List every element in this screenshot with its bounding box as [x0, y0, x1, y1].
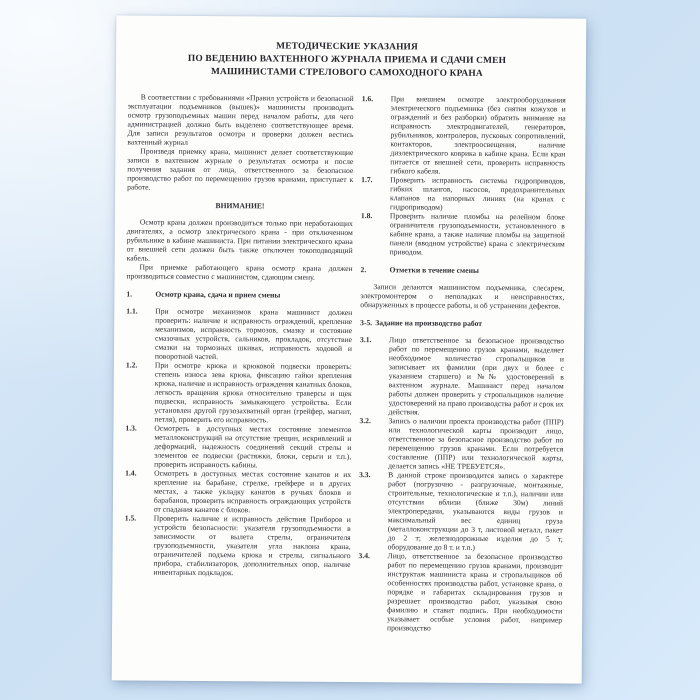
- clause-1-1: [126, 306, 352, 362]
- clause-text: Проверить наличие и исправность действия Приборов и устройств безопасности: указателя грузоподъемности в зависимости от вылета стрелы, ограничителя грузоподъемности, указателя угла наклона крана, ограничителей подъема крюка и стрелы, сигнального прибора, стабилизаторов, дополнительных опор, наличие инвентарных подкладок.: [153, 513, 351, 578]
- clause-number: 1.6.: [361, 94, 374, 104]
- clause-1-8: [361, 211, 565, 257]
- clause-text: Проверить исправность системы гидроприводов, гибких шлангов, насосов, предохранительных клапанов на напорных линиях (на кранах с гидроприводом): [389, 175, 566, 212]
- document-title-line-2: ПО ВЕДЕНИЮ ВАХТЕННОГО ЖУРНАЛА ПРИЕМА И СДАЧИ СМЕН: [187, 53, 507, 67]
- document-page: [112, 15, 587, 683]
- clause-number: 2.: [360, 265, 367, 275]
- section-heading-3-5: [360, 318, 564, 328]
- clause-text: Лицо, ответственное за безопасное производство работ по перемещению грузов кранами, производит инструктаж машиниста крана и стропальщиков об особенностях производства работ, установке крана, о порядке и габаритах складирования грузов и разрешает производство работ, указывая свою фамилию и ставит подпись. При необходимости указывает особые условия работ, например производство: [387, 551, 563, 633]
- paragraph: Осмотр крана должен производиться только при неработающих двигателях, а осмотр электрического крана - при отключенном рубильнике в кабине машиниста. При питании электрического крана от внешней сети должен быть также отключен токоподводящий кабель.: [126, 217, 353, 263]
- right-column: [358, 94, 566, 633]
- clause-number: 1.3.: [125, 423, 137, 433]
- clause-text: Осмотреть в доступных местах состояние канатов и их крепление на барабане, стрелке, грейфере и в других местах, а также укладку канатов в ручьях блоков и барабанов, проверить исправность ограждающих устройств от спадания канатов с блоков.: [153, 468, 352, 515]
- clause-text: Отметки в течение смены: [389, 265, 479, 275]
- clause-text: Осмотреть в доступных местах состояние элементов металлоконструкций на отсутствие трещин, искривлений и деформаций, надежность соединений секций стрелы и элементов ее подвески (растяжки, блоки, серьги и т.п.), проверить исправность кабины.: [154, 423, 352, 470]
- clause-text: Осмотр крана, сдача и прием смены: [155, 289, 281, 300]
- clause-number: 1.4.: [125, 468, 137, 478]
- clause-number: 1.7.: [361, 175, 373, 185]
- text-columns: [124, 92, 566, 633]
- clause-3-2: [359, 416, 563, 471]
- paragraph: Произведя приемку крана, машинист делает соответствующие записи в вахтенном журнале о результатах осмотра и после получения задания от лица, ответственного за безопасное производство работ по перемещению грузов кранами, приступает к работе.: [127, 146, 354, 192]
- clause-number: 1.1.: [126, 306, 138, 316]
- clause-number: 3.2.: [359, 416, 371, 426]
- paragraph: В соответствии с требованиями «Правил устройств и безопасной эксплуатации подъемников (вышек)» машинисты производить осмотр грузоподъемных машин перед началом работы, для чего администрацией должно быть выделено соответствующее время. Для записи результатов осмотра и проверки должен вестись вахтенный журнал: [127, 92, 354, 147]
- clause-text: При внешнем осмотре электрооборудования электрического подъемника (без снятия кожухов и ограждений и без разборки) обратить внимание на исправность электродвигателей, генераторов, рубильников, контролеров, пусковых сопротивлений, контакторов, электроосвещения, наличие диэлектрического коврика в кабине крана. Если кран питается от внешней сети, проверить исправность гибкого кабеля.: [390, 94, 566, 176]
- clause-1-2: [125, 360, 351, 425]
- left-column: [124, 92, 354, 632]
- section-heading-2: [361, 265, 565, 275]
- clause-number: 3.1.: [360, 335, 372, 345]
- document-title-line-1: МЕТОДИЧЕСКИЕ УКАЗАНИЯ: [276, 41, 419, 53]
- clause-number: 1.2.: [125, 360, 138, 370]
- clause-number: 3.4.: [358, 551, 370, 561]
- clause-number: 3.3.: [359, 470, 371, 480]
- clause-3-1: [360, 335, 565, 417]
- clause-1-5: [124, 513, 350, 578]
- paragraph: При приемке работающего крана осмотр крана должен производиться совместно с машинистом, сдающим смену.: [126, 262, 353, 282]
- clause-text: При осмотре крюка и крюковой подвески проверить: степень износа зева крюка, фиксацию гайки крепления крюка, наличие и исправность ограждения канатных блоков, легкость вращения крюка относительно траверсы и щек подвески, исправность замыкающего устройства. Если установлен другой грузозахватный орган (грейфер, магнит, петля), проверить его исправность.: [154, 360, 352, 425]
- clause-text: Проверить наличие пломбы на релейном блоке ограничителя грузоподъемности, установленного в кабине крана, а также наличие пломбы на защитной панели (вводном устройстве) крана с электрическим приводом.: [389, 211, 565, 257]
- document-title-line-3: МАШИНИСТАМИ СТРЕЛОВОГО САМОХОДНОГО КРАНА: [210, 67, 483, 79]
- clause-1-4: [125, 468, 351, 515]
- clause-1-7: [361, 175, 565, 212]
- clause-1-6: [361, 94, 566, 176]
- clause-text: При осмотре механизмов крана машинист должен проверить: наличие и исправность ограждений, крепление механизмов, исправность тормозов, смазку и состояние смазочных устройств, сальников, прокладок, отсутствие смазки на тормозных шкивах, исправность ходовой и поворотной частей.: [154, 306, 353, 362]
- document-title: [128, 39, 566, 81]
- clause-text: Запись о наличии проекта производства работ (ППР) или технологической карты производит лицо, ответственное за безопасное производство работ по перемещению грузов кранами. Если потребуется составление (ППР) или технологической карты, делается запись «НЕ ТРЕБУЕТСЯ».: [388, 416, 564, 472]
- clause-3-4: [358, 551, 563, 633]
- clause-text: Задание на производство работ: [375, 318, 483, 328]
- clause-text: В данной строке производится запись о характере работ (погрузочно - разгрузочные, монтажные, строительные, технологические и т.п.), наличии или отсутствии вблизи (ближе 30м) линий электропередачи, указываются виды грузов и максимальный вес единиц груза (металлоконструкции до 3 т, листовой металл, пакет до 2 т; железнодорожные изделия до 5 т, оборудование до 8 т. и т.п.): [387, 470, 564, 552]
- clause-1-3: [125, 423, 351, 470]
- clause-text: Лицо ответственное за безопасное производство работ по перемещению грузов кранами, выделяет необходимое количество стропальщиков и записывает их фамилии (при двух и более с указанием старшего) и №№ удостоверений в вахтенном журнале. Машинист перед началом работы должен проверить у стропальщиков наличие удостоверений на право производства работ и срок их действия.: [388, 335, 565, 417]
- clause-number: 1.: [126, 289, 133, 299]
- clause-3-3: [359, 470, 564, 552]
- attention-heading: ВНИМАНИЕ!: [215, 201, 265, 211]
- paragraph: Записи делаются машинистом подъемника, слесарем, электромонтером о неполадках и неисправностях, обнаруженных в процессе работы, и об устранении дефектов.: [360, 282, 565, 311]
- clause-number: 1.5.: [124, 513, 137, 523]
- clause-number: 3-5.: [360, 318, 373, 328]
- clause-number: 1.8.: [360, 211, 373, 221]
- section-heading-1: [126, 289, 352, 300]
